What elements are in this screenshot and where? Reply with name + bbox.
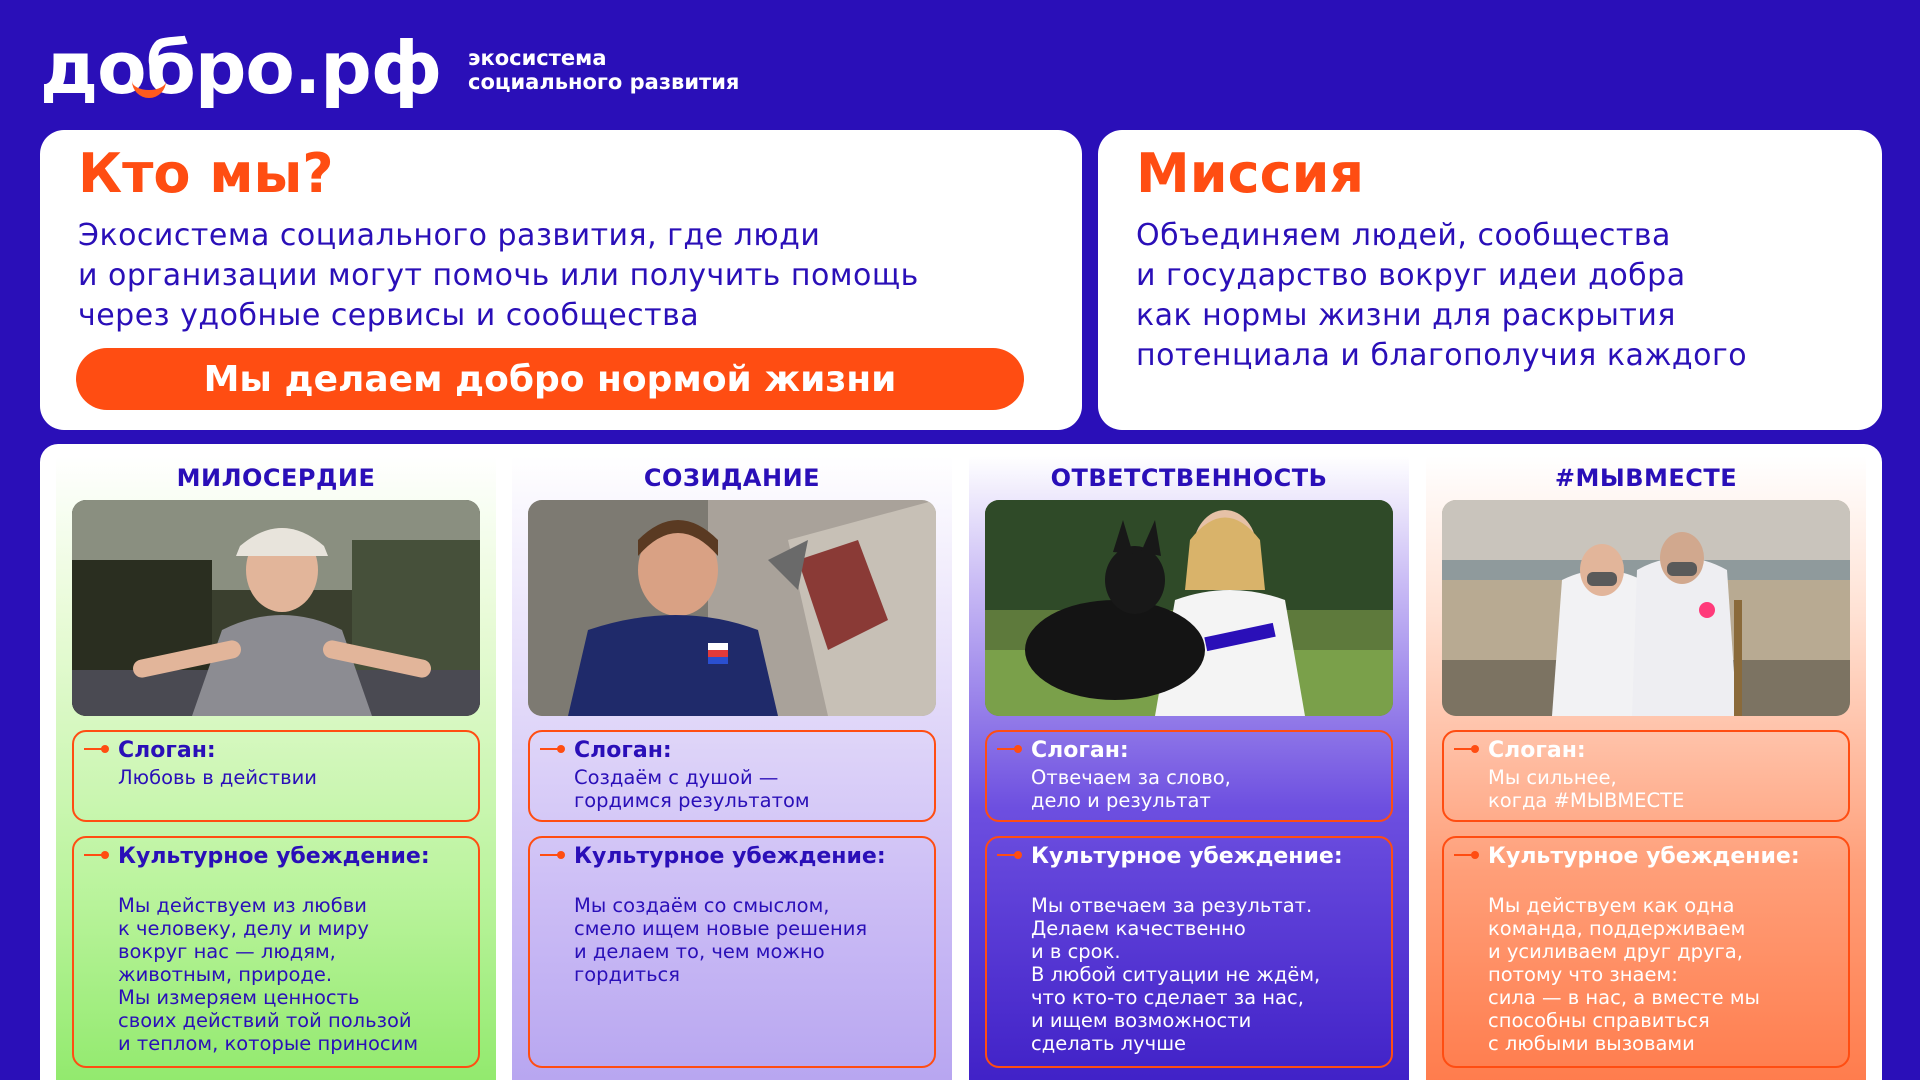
belief-box: [528, 836, 936, 1068]
belief-line: своих действий той пользой: [118, 1009, 412, 1032]
mission-text-line: Объединяем людей, сообщества: [1136, 218, 1671, 253]
mission-title: Миссия: [1136, 142, 1365, 205]
mission-text-line: как нормы жизни для раскрытия: [1136, 298, 1676, 333]
belief-line: Мы действуем из любви: [118, 894, 367, 917]
slogan-line: дело и результат: [1031, 789, 1211, 812]
belief-label: Культурное убеждение:: [574, 844, 886, 869]
belief-line: и ищем возможности: [1031, 1009, 1252, 1032]
belief-line: и теплом, которые приносим: [118, 1032, 419, 1055]
photo-volunteer-with-dog: [985, 500, 1393, 716]
bullet-icon: [997, 748, 1019, 750]
belief-line: гордиться: [574, 963, 681, 986]
belief-label: Культурное убеждение:: [1031, 844, 1343, 869]
slogan-line: когда #МЫВМЕСТЕ: [1488, 789, 1685, 812]
slogan-line: Мы сильнее,: [1488, 766, 1617, 789]
belief-line: Мы измеряем ценность: [118, 986, 360, 1009]
slogan-line: Любовь в действии: [118, 766, 317, 789]
belief-line: что кто-то сделает за нас,: [1031, 986, 1304, 1009]
photo-volunteer-building: [528, 500, 936, 716]
tagline-line-2: социального развития: [468, 70, 740, 94]
belief-label: Культурное убеждение:: [118, 844, 430, 869]
belief-line: сила — в нас, а вместе мы: [1488, 986, 1760, 1009]
bullet-icon: [540, 748, 562, 750]
tagline-line-1: экосистема: [468, 46, 607, 70]
value-column-mercy: [56, 456, 496, 1080]
belief-text: [1488, 894, 1760, 1055]
belief-line: и в срок.: [1031, 940, 1121, 963]
value-title: СОЗИДАНИЕ: [643, 464, 821, 492]
slogan-label: Слоган:: [118, 738, 216, 763]
slogan-label: Слоган:: [574, 738, 672, 763]
belief-label: Культурное убеждение:: [1488, 844, 1800, 869]
belief-line: с любыми вызовами: [1488, 1032, 1695, 1055]
slogan-label: Слоган:: [1031, 738, 1129, 763]
belief-line: животным, природе.: [118, 963, 333, 986]
bullet-icon: [997, 854, 1019, 856]
bullet-icon: [1454, 748, 1476, 750]
slogan-text: [118, 766, 317, 789]
value-title: МИЛОСЕРДИЕ: [176, 464, 376, 492]
value-column-together: [1426, 456, 1866, 1080]
belief-line: сделать лучше: [1031, 1032, 1187, 1055]
belief-line: и усиливаем друг друга,: [1488, 940, 1743, 963]
logo: добро.рф: [40, 26, 442, 110]
slogan-label: Слоган:: [1488, 738, 1586, 763]
photo-volunteers-beach-cleanup: [1442, 500, 1850, 716]
belief-box: [985, 836, 1393, 1068]
belief-line: вокруг нас — людям,: [118, 940, 336, 963]
value-title: ОТВЕТСТВЕННОСТЬ: [1050, 464, 1328, 492]
belief-line: команда, поддерживаем: [1488, 917, 1746, 940]
slogan-line: гордимся результатом: [574, 789, 810, 812]
mission-text-line: и государство вокруг идеи добра: [1136, 258, 1686, 293]
slogan-box: [985, 730, 1393, 822]
belief-line: В любой ситуации не ждём,: [1031, 963, 1321, 986]
mission-text-line: потенциала и благополучия каждого: [1136, 338, 1748, 373]
value-column-creation: [512, 456, 952, 1080]
belief-line: способны справиться: [1488, 1009, 1710, 1032]
belief-line: потому что знаем:: [1488, 963, 1678, 986]
slogan-box: [528, 730, 936, 822]
tagline: [468, 46, 739, 94]
bullet-icon: [540, 854, 562, 856]
slogan-box: [1442, 730, 1850, 822]
belief-line: и делаем то, чем можно: [574, 940, 825, 963]
belief-line: Мы отвечаем за результат.: [1031, 894, 1313, 917]
belief-line: смело ищем новые решения: [574, 917, 868, 940]
who-text-line: через удобные сервисы и сообщества: [78, 298, 700, 333]
mission-card: [1098, 130, 1882, 430]
slogan-line: Отвечаем за слово,: [1031, 766, 1231, 789]
bullet-icon: [1454, 854, 1476, 856]
belief-line: к человеку, делу и миру: [118, 917, 369, 940]
bullet-icon: [84, 748, 106, 750]
bullet-icon: [84, 854, 106, 856]
belief-line: Мы действуем как одна: [1488, 894, 1735, 917]
slogan-text: [574, 766, 810, 812]
belief-box: [1442, 836, 1850, 1068]
belief-text: [118, 894, 418, 1055]
slogan-line: Создаём с душой —: [574, 766, 779, 789]
belief-line: Мы создаём со смыслом,: [574, 894, 830, 917]
slogan-text: [1031, 766, 1231, 812]
belief-text: [1031, 894, 1320, 1055]
mission-text: [1136, 216, 1747, 376]
motto-banner: Мы делаем добро нормой жизни: [76, 348, 1024, 410]
who-card: [40, 130, 1082, 430]
who-text-line: Экосистема социального развития, где люди: [78, 218, 821, 253]
photo-volunteer-smiling: [72, 500, 480, 716]
value-column-responsibility: [969, 456, 1409, 1080]
who-text-line: и организации могут помочь или получить помощь: [78, 258, 919, 293]
slogan-text: [1488, 766, 1684, 812]
who-text: [78, 216, 919, 336]
slogan-box: [72, 730, 480, 822]
belief-line: Делаем качественно: [1031, 917, 1246, 940]
belief-text: [574, 894, 867, 986]
value-title: #МЫВМЕСТЕ: [1554, 464, 1738, 492]
belief-box: [72, 836, 480, 1068]
who-title: Кто мы?: [78, 142, 334, 205]
